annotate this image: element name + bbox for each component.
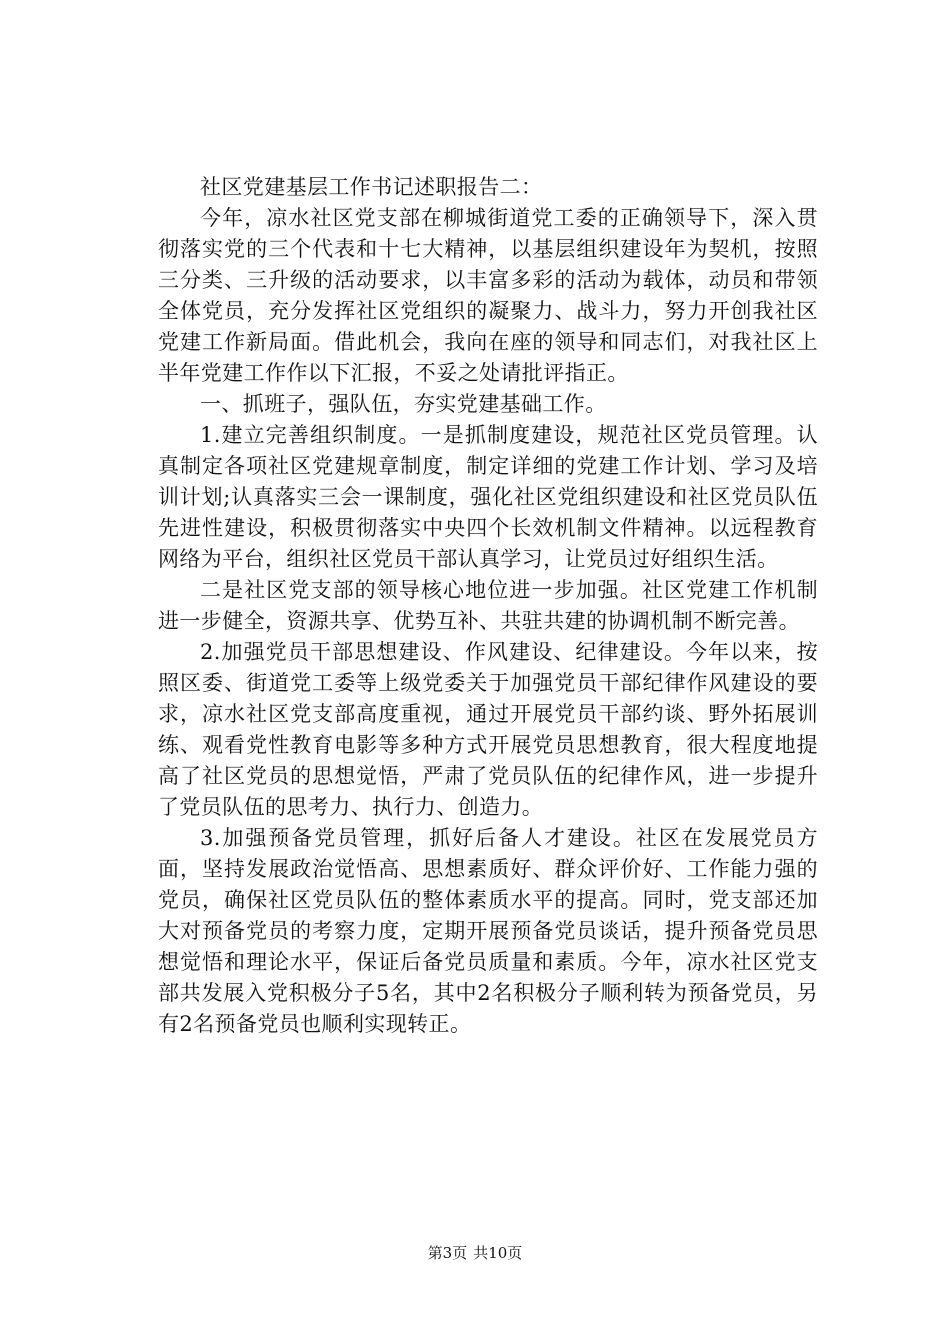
page-total: 共10页 [473,1244,523,1262]
paragraph-item-1b: 二是社区党支部的领导核心地位进一步加强。社区党建工作机制进一步健全，资源共享、优势互补、共驻共建的协调机制不断完善。 [158,578,818,633]
page-number: 第3页 [427,1244,468,1262]
paragraph-item-3: 3.加强预备党员管理，抓好后备人才建设。社区在发展党员方面，坚持发展政治觉悟高、思想素质好、群众评价好、工作能力强的党员，确保社区党员队伍的整体素质水平的提高。同时，党支部还加大对预备党员的考察力度，定期开展预备党员谈话，提升预备党员思想觉悟和理论水平，保证后备党员质量和素质。今年，凉水社区党支部共发展入党积极分子5名，其中2名积极分子顺利转为预备党员，另有2名预备党员也顺利实现转正。 [158,826,818,1036]
section-heading-1: 一、抓班子，强队伍，夯实党建基础工作。 [200,392,607,416]
paragraph-item-2: 2.加强党员干部思想建设、作风建设、纪律建设。今年以来，按照区委、街道党工委等上级党委关于加强党员干部纪律作风建设的要求，凉水社区党支部高度重视，通过开展党员干部约谈、野外拓展训练、观看党性教育电影等多种方式开展党员思想教育，很大程度地提高了社区党员的思想觉悟，严肃了党员队伍的纪律作风，进一步提升了党员队伍的思考力、执行力、创造力。 [158,640,818,819]
document-body [158,172,818,1040]
paragraph-intro: 今年，凉水社区党支部在柳城街道党工委的正确领导下，深入贯彻落实党的三个代表和十七大精神，以基层组织建设年为契机，按照三分类、三升级的活动要求，以丰富多彩的活动为载体，动员和带领全体党员，充分发挥社区党组织的凝聚力、战斗力，努力开创我社区党建工作新局面。借此机会，我向在座的领导和同志们，对我社区上半年党建工作作以下汇报，不妥之处请批评指正。 [158,206,818,385]
page-footer [0,1243,950,1263]
paragraph-item-1: 1.建立完善组织制度。一是抓制度建设，规范社区党员管理。认真制定各项社区党建规章制度，制定详细的党建工作计划、学习及培训计划;认真落实三会一课制度，强化社区党组织建设和社区党员队伍先进性建设，积极贯彻落实中央四个长效机制文件精神。以远程教育网络为平台，组织社区党员干部认真学习，让党员过好组织生活。 [158,423,818,571]
report-title: 社区党建基层工作书记述职报告二： [200,175,543,199]
